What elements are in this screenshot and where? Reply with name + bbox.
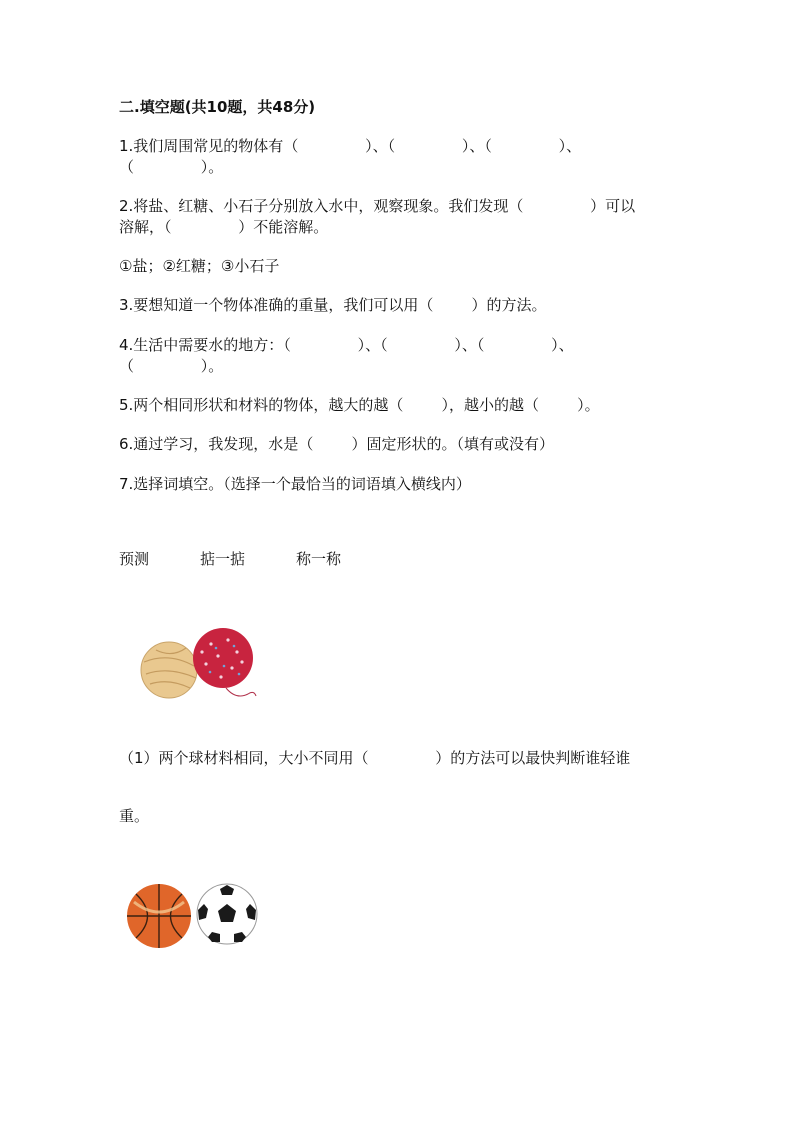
question-1-line-2: （ ）。 (119, 158, 224, 176)
question-4-line-2: （ ）。 (119, 357, 224, 375)
balls-image (126, 882, 260, 950)
question-2-line-1: 2.将盐、红糖、小石子分别放入水中，观察现象。我们发现（ ）可以 (119, 197, 636, 215)
word-choice-predict: 预测 (119, 550, 150, 568)
sub-question-1-line-2: 重。 (119, 807, 150, 825)
question-6: 6.通过学习，我发现，水是（ ）固定形状的。（填有或没有） (119, 435, 554, 453)
question-7: 7.选择词填空。（选择一个最恰当的词语填入横线内） (119, 475, 471, 493)
section-title: 二.填空题(共10题，共48分) (119, 98, 316, 116)
sub-question-1-line-1: （1）两个球材料相同，大小不同用（ ）的方法可以最快判断谁轻谁 (119, 749, 631, 767)
word-choice-weigh-scale: 称一称 (296, 550, 342, 568)
question-4-line-1: 4.生活中需要水的地方：（ ）、（ ）、（ ）、 (119, 336, 574, 354)
yarn-balls-image (136, 622, 260, 704)
question-1-line-1: 1.我们周围常见的物体有（ ）、（ ）、（ ）、 (119, 137, 582, 155)
light-yarn-ball (141, 642, 197, 698)
question-5: 5.两个相同形状和材料的物体，越大的越（ ），越小的越（ ）。 (119, 396, 600, 414)
word-choice-weigh-hand: 掂一掂 (200, 550, 246, 568)
question-2-line-2: 溶解，（ ）不能溶解。 (119, 218, 329, 236)
question-3: 3.要想知道一个物体准确的重量，我们可以用（ ）的方法。 (119, 296, 547, 314)
red-yarn-ball (193, 628, 253, 688)
question-2-options: ①盐；②红糖；③小石子 (119, 257, 280, 275)
